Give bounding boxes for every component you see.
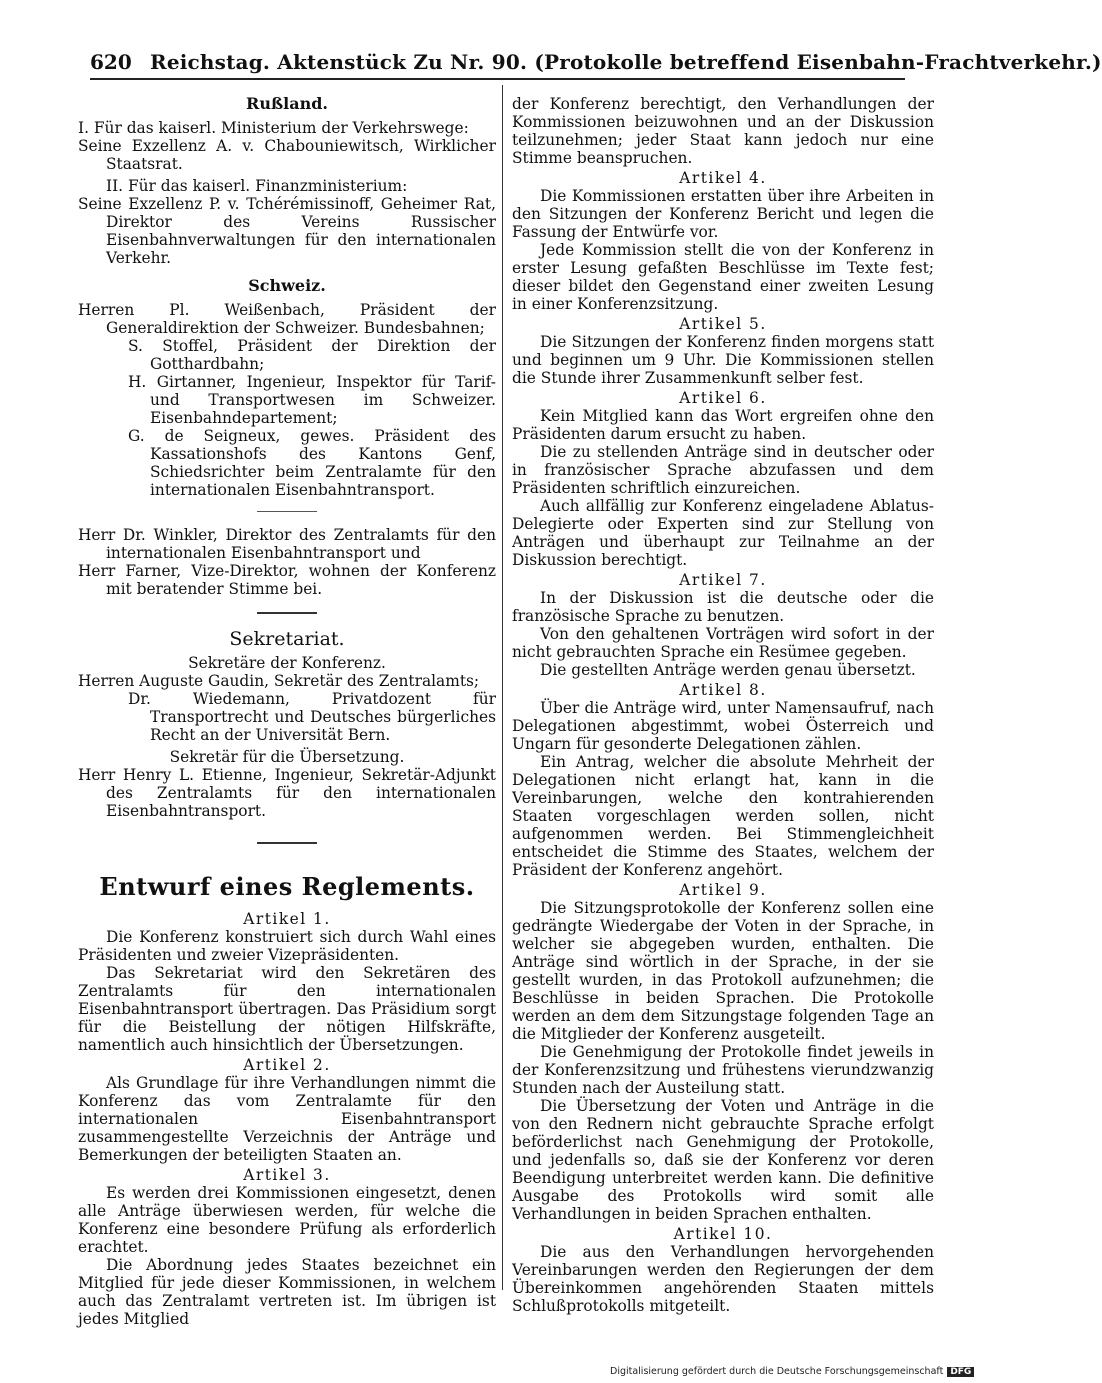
divider [257, 511, 317, 512]
article-3-para-1: Es werden drei Kommissionen eingesetzt, denen alle Anträge überwiesen werden, für welche die Konferenz eine besondere Prüfung als erforderlich erachtet. [78, 1184, 496, 1256]
right-column [512, 95, 934, 1315]
article-1-para-1: Die Konferenz konstruiert sich durch Wahl eines Präsidenten und zweier Vizepräsidenten. [78, 928, 496, 964]
article-9-para-3: Die Übersetzung der Voten und Anträge in die von den Rednern nicht gebrauchte Sprache erfolgt beförderlichst nach Genehmigung der Protokolle, und jedenfalls so, daß sie der Konferenz vor deren Beendigung unterbreitet werden kann. Die definitive Ausgabe des Protokolls wird somit alle Verhandlungen in beiden Sprachen enthalten. [512, 1097, 934, 1223]
dfg-logo-icon: DFG [947, 1367, 974, 1377]
draft-title: Entwurf eines Reglements. [99, 872, 475, 901]
advisor-farner: Herr Farner, Vize-Direktor, wohnen der Konferenz mit beratender Stimme bei. [78, 562, 496, 598]
russia-heading: Rußland. [246, 94, 328, 113]
article-1-para-2: Das Sekretariat wird den Sekretären des Zentralamts für den internationalen Eisenbahntransport übertragen. Das Präsidium sorgt für die Beistellung der nötigen Hilfskräfte, namentlich auch hinsichtlich der Übersetzungen. [78, 964, 496, 1054]
swiss-delegate-1: Herren Pl. Weißenbach, Präsident der Generaldirektion der Schweizer. Bundesbahnen; [78, 301, 496, 337]
article-7-para-3: Die gestellten Anträge werden genau übersetzt. [540, 661, 916, 679]
article-7-heading: Artikel 7. [679, 571, 767, 589]
running-title: Reichstag. Aktenstück Zu Nr. 90. (Protokolle betreffend Eisenbahn-Frachtverkehr.) [150, 50, 1102, 74]
secretaries-label: Sekretäre der Konferenz. [188, 654, 386, 672]
advisor-winkler: Herr Dr. Winkler, Direktor des Zentralamts für den internationalen Eisenbahntransport und [78, 526, 496, 562]
swiss-delegate-2: S. Stoffel, Präsident der Direktion der Gotthardbahn; [128, 337, 496, 373]
secretary-etienne: Herr Henry L. Etienne, Ingenieur, Sekretär-Adjunkt des Zentralamts für den internationalen Eisenbahntransport. [78, 766, 496, 820]
article-9-para-2: Die Genehmigung der Protokolle findet jeweils in der Konferenzsitzung und frühestens vierundzwanzig Stunden nach der Austeilung statt. [512, 1043, 934, 1097]
russia-ministry-2: II. Für das kaiserl. Finanzministerium: [106, 177, 408, 195]
page-number: 620 [90, 50, 132, 74]
translation-secretary-label: Sekretär für die Übersetzung. [169, 748, 405, 766]
article-5-heading: Artikel 5. [679, 315, 767, 333]
article-3-continued: der Konferenz berechtigt, den Verhandlungen der Kommissionen beizuwohnen und an der Diskussion teilzunehmen; jeder Staat kann jedoch nur eine Stimme beanspruchen. [512, 95, 934, 167]
russia-delegate-1: Seine Exzellenz A. v. Chabouniewitsch, Wirklicher Staatsrat. [78, 137, 496, 173]
article-3-para-2: Die Abordnung jedes Staates bezeichnet ein Mitglied für jede dieser Kommissionen, in welchem auch das Zentralamt vertreten ist. Im übrigen ist jedes Mitglied [78, 1256, 496, 1328]
article-10-para-1: Die aus den Verhandlungen hervorgehenden Vereinbarungen werden den Regierungen der dem Übereinkommen angehörenden Staaten mittels Schlußprotokolls mitgeteilt. [512, 1243, 934, 1315]
divider [257, 612, 317, 614]
article-8-heading: Artikel 8. [679, 681, 767, 699]
russia-ministry-1: I. Für das kaiserl. Ministerium der Verkehrswege: [78, 119, 469, 137]
article-2-heading: Artikel 2. [243, 1056, 331, 1074]
article-4-para-1: Die Kommissionen erstatten über ihre Arbeiten in den Sitzungen der Konferenz Bericht und legen die Fassung der Entwürfe vor. [512, 187, 934, 241]
article-10-heading: Artikel 10. [673, 1225, 773, 1243]
article-7-para-2: Von den gehaltenen Vorträgen wird sofort in der nicht gebrauchten Sprache ein Resümee gegeben. [512, 625, 934, 661]
swiss-heading: Schweiz. [248, 276, 326, 295]
page-header [90, 50, 1102, 80]
left-column [78, 95, 496, 1328]
secretary-gaudin: Herren Auguste Gaudin, Sekretär des Zentralamts; [78, 672, 480, 690]
article-6-para-1: Kein Mitglied kann das Wort ergreifen ohne den Präsidenten darum ersucht zu haben. [512, 407, 934, 443]
russia-delegate-2: Seine Exzellenz P. v. Tchérémissinoff, Geheimer Rat, Direktor des Vereins Russischer Eisenbahnverwaltungen für den internationalen Verkehr. [78, 195, 496, 267]
footer-text: Digitalisierung gefördert durch die Deutsche Forschungsgemeinschaft [610, 1366, 944, 1377]
article-9-heading: Artikel 9. [679, 881, 767, 899]
article-9-para-1: Die Sitzungsprotokolle der Konferenz sollen eine gedrängte Wiedergabe der Voten in der Sprache, in welcher sie abgegeben wurden, enthalten. Die Anträge sind wörtlich in der Sprache, in der sie gestellt wurden, in das Protokoll aufzunehmen; die Beschlüsse in beiden Sprachen. Die Protokolle werden an dem dem Sitzungstage folgenden Tage an die Mitglieder der Konferenz ausgeteilt. [512, 899, 934, 1043]
article-2-para-1: Als Grundlage für ihre Verhandlungen nimmt die Konferenz das vom Zentralamte für den internationalen Eisenbahntransport zusammengestellte Verzeichnis der Anträge und Bemerkungen der beteiligten Staaten an. [78, 1074, 496, 1164]
article-5-para-1: Die Sitzungen der Konferenz finden morgens statt und beginnen um 9 Uhr. Die Kommissionen stellen die Stunde ihrer Zusammenkunft selber fest. [512, 333, 934, 387]
article-3-heading: Artikel 3. [243, 1166, 331, 1184]
article-6-para-2: Die zu stellenden Anträge sind in deutscher oder in französischer Sprache abzufassen und dem Präsidenten schriftlich einzureichen. [512, 443, 934, 497]
article-6-heading: Artikel 6. [679, 389, 767, 407]
article-4-para-2: Jede Kommission stellt die von der Konferenz in erster Lesung gefaßten Beschlüsse im Texte fest; dieser bildet den Gegenstand einer zweiten Lesung in einer Konferenzsitzung. [512, 241, 934, 313]
column-divider [502, 85, 503, 1290]
article-6-para-3: Auch allfällig zur Konferenz eingeladene Ablatus-Delegierte oder Experten sind zur Stellung von Anträgen und überhaupt zur Teilnahme an der Diskussion berechtigt. [512, 497, 934, 569]
article-4-heading: Artikel 4. [679, 169, 767, 187]
swiss-delegate-3: H. Girtanner, Ingenieur, Inspektor für Tarif- und Transportwesen im Schweizer. Eisenbahndepartement; [128, 373, 496, 427]
secretariat-heading: Sekretariat. [229, 628, 345, 650]
funding-footer [610, 1366, 974, 1377]
article-8-para-2: Ein Antrag, welcher die absolute Mehrheit der Delegationen nicht erlangt hat, kann in die Vereinbarungen, welche den kontrahierenden Staaten vorgeschlagen werden sollen, nicht aufgenommen werden. Bei Stimmengleichheit entscheidet die Stimme des Staates, welchem der Präsident der Konferenz angehört. [512, 753, 934, 879]
divider [257, 842, 317, 844]
swiss-delegate-4: G. de Seigneux, gewes. Präsident des Kassationshofs des Kantons Genf, Schiedsrichter beim Zentralamte für den internationalen Eisenbahntransport. [128, 427, 496, 499]
article-7-para-1: In der Diskussion ist die deutsche oder die französische Sprache zu benutzen. [512, 589, 934, 625]
secretary-wiedemann: Dr. Wiedemann, Privatdozent für Transportrecht und Deutsches bürgerliches Recht an der Universität Bern. [128, 690, 496, 744]
article-8-para-1: Über die Anträge wird, unter Namensaufruf, nach Delegationen abgestimmt, wobei Österreich und Ungarn für gesonderte Delegationen zählen. [512, 699, 934, 753]
article-1-heading: Artikel 1. [243, 910, 331, 928]
